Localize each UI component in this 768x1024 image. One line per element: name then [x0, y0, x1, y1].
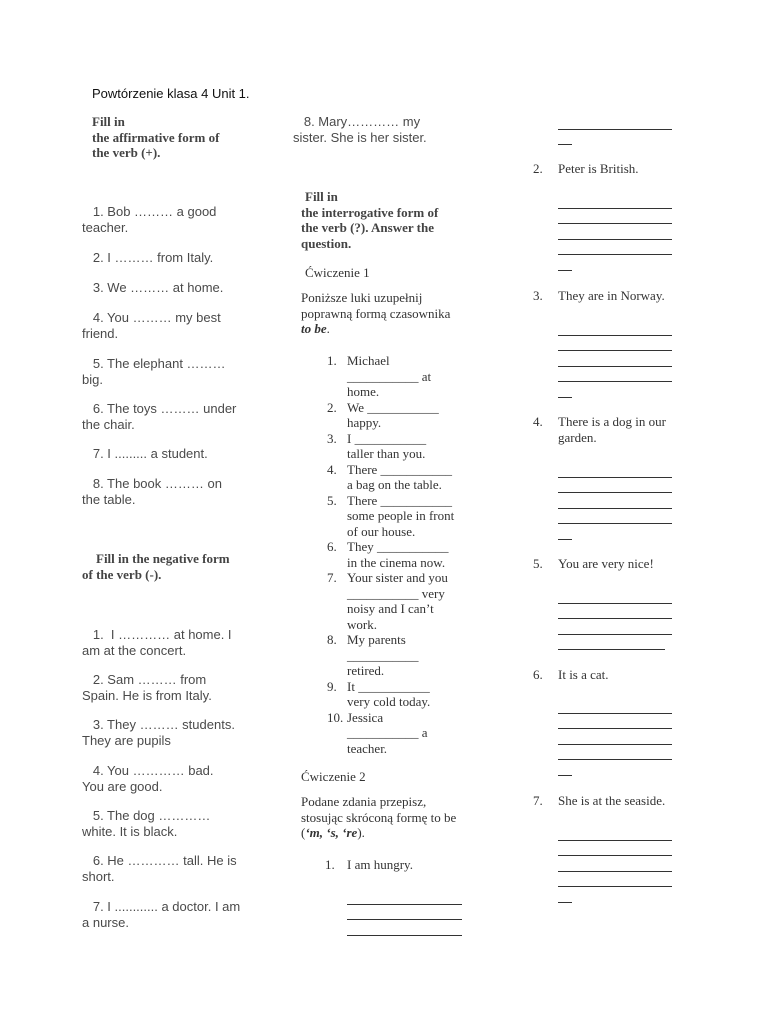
page-title: Powtórzenie klasa 4 Unit 1. — [92, 86, 250, 101]
exercise-item: 6. The toys ……… under the chair. — [82, 401, 237, 432]
list-item: 7. Your sister and you ___________ very noisy and I can’t work. — [327, 570, 448, 632]
exercise-1-list — [300, 353, 470, 756]
instruction-text: . — [326, 321, 330, 336]
list-item: 10. Jessica ___________ a teacher. — [327, 709, 428, 756]
heading-line: Fill in — [305, 189, 338, 204]
list-item: 4. There is a dog in our garden. — [533, 414, 666, 445]
instruction-text: Poniższe luki uzupełnij poprawną formą czasownika — [301, 290, 451, 321]
answer-lines — [347, 889, 462, 936]
exercise-item: 2. Sam ……… from Spain. He is from Italy. — [82, 672, 212, 703]
answer-lines — [558, 320, 672, 398]
exercise-item: 5. The dog ………… white. It is black. — [82, 808, 211, 839]
list-item: 1. I am hungry. — [325, 857, 413, 872]
exercise-item: 8. Mary………… my sister. She is her sister. — [293, 114, 427, 145]
list-item: 5. There ___________ some people in front of our house. — [327, 492, 455, 539]
instruction-emphasis: ‘m, ‘s, ‘re — [305, 825, 358, 840]
exercise-item: 2. I ……… from Italy. — [82, 250, 214, 265]
heading-line: the verb (+). — [92, 145, 161, 160]
exercise-item: 1. Bob ……… a good teacher. — [82, 204, 217, 235]
exercise-1-instructions — [301, 290, 451, 337]
list-item: 3. I ___________ taller than you. — [327, 430, 427, 461]
list-item: 3. They are in Norway. — [533, 288, 665, 303]
exercise-item: 5. The elephant ……… big. — [82, 356, 226, 387]
exercise-2-instructions — [301, 794, 461, 841]
heading-line: Fill in — [92, 114, 125, 129]
list-item: 4. There ___________ a bag on the table. — [327, 461, 453, 492]
exercise-item: 6. He ………… tall. He is short. — [82, 853, 237, 884]
exercise-item: 7. I ............ a doctor. I am a nurse. — [82, 899, 241, 930]
list-item: 8. My parents ___________ retired. — [327, 632, 419, 678]
exercise-item: 1. I ………… at home. I am at the concert. — [82, 627, 232, 658]
exercise-item: 7. I ......... a student. — [82, 446, 208, 461]
heading-line: Fill in the negative form — [96, 551, 230, 566]
heading-line: question. — [301, 235, 352, 251]
list-item: 2. Peter is British. — [533, 161, 639, 176]
heading-line: the affirmative form of — [92, 129, 220, 145]
affirmative-heading — [92, 114, 252, 161]
answer-lines — [558, 588, 672, 650]
answer-lines — [558, 698, 672, 776]
list-item: 6. It is a cat. — [533, 667, 609, 682]
heading-line: the verb (?). Answer the — [301, 220, 434, 235]
exercise-item: 8. The book ……… on the table. — [82, 476, 222, 507]
exercise-2-title: Ćwiczenie 2 — [301, 769, 366, 784]
list-item: 5. You are very nice! — [533, 556, 654, 571]
exercise-item: 4. You ………… bad. You are good. — [82, 763, 214, 794]
instruction-emphasis: to be — [301, 321, 327, 336]
exercise-1-title: Ćwiczenie 1 — [305, 265, 370, 280]
list-item: 1. Michael ___________ at home. — [327, 353, 432, 399]
negative-heading — [82, 551, 262, 582]
list-item: 7. She is at the seaside. — [533, 793, 666, 808]
answer-lines — [558, 114, 672, 145]
list-item: 9. It ___________ very cold today. — [327, 678, 431, 709]
list-item: 6. They ___________ in the cinema now. — [327, 539, 449, 570]
heading-line: the interrogative form of — [301, 204, 439, 220]
instruction-text: Podane zdania przepisz, stosując skróconą formę to be ( — [301, 794, 457, 840]
heading-line: of the verb (-). — [82, 566, 162, 582]
instruction-text: ). — [357, 825, 365, 840]
exercise-item: 4. You ……… my best friend. — [82, 310, 221, 341]
interrogative-heading — [301, 189, 471, 251]
answer-lines — [558, 462, 672, 540]
exercise-item: 3. They ……… students. They are pupils — [82, 717, 235, 748]
exercise-item: 3. We ……… at home. — [82, 280, 224, 295]
answer-lines — [558, 825, 672, 903]
list-item: 2. We ___________ happy. — [327, 399, 439, 430]
answer-lines — [558, 193, 672, 271]
